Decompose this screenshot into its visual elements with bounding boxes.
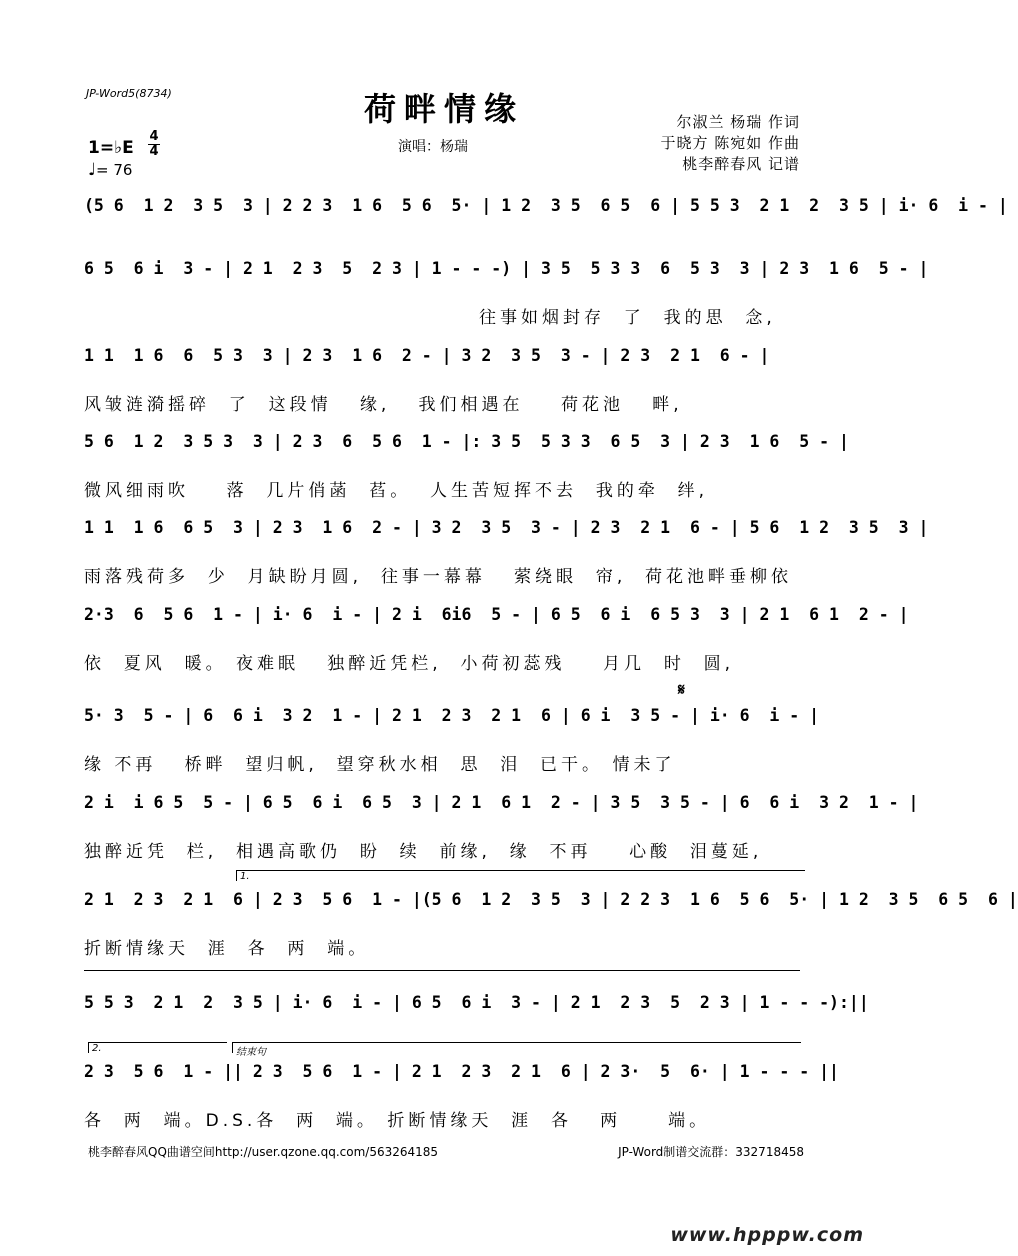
site-watermark: www.hpppw.com bbox=[670, 1224, 864, 1246]
lyric-line: 折断情缘天 涯 各 两 端。 bbox=[84, 939, 370, 959]
time-signature-bottom: 4 bbox=[149, 144, 159, 159]
lyric-line: 微风细雨吹 落 几片俏菡 萏。 人生苦短挥不去 我的牵 绊, bbox=[84, 481, 709, 501]
notation-line: (5 6 1 2 3 5 3 | 2 2 3 1 6 5 6 5· | 1 2 3 5 6 5 6 | 5 5 3 2 1 2 3 5 | i· 6 i - | bbox=[84, 196, 1008, 215]
notation-line: 1 1 1 6 6 5 3 3 | 2 3 1 6 2 - | 3 2 3 5 3 - | 2 3 2 1 6 - | bbox=[84, 346, 770, 365]
first-ending-continuation bbox=[84, 970, 800, 971]
coda-label: 结束句 bbox=[236, 1047, 266, 1058]
score-row-11 bbox=[84, 1062, 839, 1148]
software-label: JP-Word5(8734) bbox=[86, 87, 172, 100]
score-row-7 bbox=[84, 706, 820, 792]
coda-bracket bbox=[232, 1042, 801, 1058]
score-row-8 bbox=[84, 793, 919, 879]
second-ending-bracket bbox=[88, 1042, 227, 1053]
tempo-value: = 76 bbox=[96, 161, 133, 179]
notation-line: 5· 3 5 - | 6 6 i 3 2 1 - | 2 1 2 3 2 1 6 | 6 i 3 5 - | i· 6 i - | bbox=[84, 706, 820, 725]
composer-credit: 于晓方 陈宛如 作曲 bbox=[660, 134, 800, 152]
lyricist-credit: 尔淑兰 杨瑞 作词 bbox=[676, 113, 800, 131]
notation-line: 2 i i 6 5 5 - | 6 5 6 i 6 5 3 | 2 1 6 1 2 - | 3 5 3 5 - | 6 6 i 3 2 1 - | bbox=[84, 793, 919, 812]
second-ending-label: 2. bbox=[92, 1043, 102, 1054]
score-row-9 bbox=[84, 890, 1018, 976]
key-signature: 1=♭E bbox=[88, 138, 134, 158]
score-row-3 bbox=[84, 346, 808, 432]
lyric-line: 独醉近凭 栏, 相遇高歌仍 盼 续 前缘, 缘 不再 心酸 泪蔓延, bbox=[84, 842, 763, 862]
notation-line: 6 5 6 i 3 - | 2 1 2 3 5 2 3 | 1 - - -) | 3 5 5 3 3 6 5 3 3 | 2 3 1 6 5 - | bbox=[84, 259, 929, 278]
score-row-2 bbox=[84, 259, 929, 345]
notation-line: 5 6 1 2 3 5 3 3 | 2 3 6 5 6 1 - |: 3 5 5 3 3 6 5 3 | 2 3 1 6 5 - | bbox=[84, 432, 849, 451]
lyric-line: 风皱涟漪摇碎 了 这段情 缘, 我们相遇在 荷花池 畔, bbox=[84, 395, 683, 415]
notation-line: 2 1 2 3 2 1 6 | 2 3 5 6 1 - |(5 6 1 2 3 5 3 | 2 2 3 1 6 5 6 5· | 1 2 3 5 6 5 6 | bbox=[84, 890, 1018, 909]
lyric-line: 依 夏风 暖。 夜难眠 独醉近凭栏, 小荷初蕊残 月几 时 圆, bbox=[84, 654, 735, 674]
notation-line: 2 3 5 6 1 - || 2 3 5 6 1 - | 2 1 2 3 2 1 6 | 2 3· 5 6· | 1 - - - || bbox=[84, 1062, 839, 1081]
notation-line: 1 1 1 6 6 5 3 | 2 3 1 6 2 - | 3 2 3 5 3 - | 2 3 2 1 6 - | 5 6 1 2 3 5 3 | bbox=[84, 518, 929, 537]
singer-credit: 演唱：杨瑞 bbox=[398, 139, 468, 155]
time-signature-top: 4 bbox=[149, 129, 159, 144]
segno-icon: 𝄋 bbox=[678, 680, 685, 699]
score-row-6 bbox=[84, 605, 909, 691]
quarter-note-icon: ♩ bbox=[88, 160, 97, 180]
footer-group-info: JP-Word制谱交流群：332718458 bbox=[618, 1145, 804, 1159]
footer-qzone-link[interactable]: 桃李醉春风QQ曲谱空间http://user.qzone.qq.com/563264185 bbox=[88, 1145, 439, 1159]
notation-line: 2·3 6 5 6 1 - | i· 6 i - | 2 i 6i6 5 - | 6 5 6 i 6 5 3 3 | 2 1 6 1 2 - | bbox=[84, 605, 909, 624]
score-row-4 bbox=[84, 432, 849, 518]
lyric-line: 雨落残荷多 少 月缺盼月圆, 往事一幕幕 萦绕眼 帘, 荷花池畔垂柳依 bbox=[84, 567, 793, 587]
transcriber-credit: 桃李醉春风 记谱 bbox=[682, 155, 800, 173]
first-ending-label: 1. bbox=[240, 871, 250, 882]
lyric-line: 缘 不再 桥畔 望归帆, 望穿秋水相 思 泪 已干。 情未了 bbox=[84, 755, 676, 775]
notation-line: 5 5 3 2 1 2 3 5 | i· 6 i - | 6 5 6 i 3 - | 2 1 2 3 5 2 3 | 1 - - -):|| bbox=[84, 993, 869, 1012]
tempo-marking bbox=[88, 160, 132, 180]
song-title: 荷畔情缘 bbox=[363, 90, 524, 128]
first-ending-bracket bbox=[236, 870, 805, 881]
lyric-line: 往事如烟封存 了 我的思 念, bbox=[84, 308, 776, 328]
time-signature bbox=[148, 131, 160, 158]
lyric-line: 各 两 端。D.S.各 两 端。 折断情缘天 涯 各 两 端。 bbox=[84, 1111, 711, 1131]
score-row-5 bbox=[84, 518, 929, 604]
